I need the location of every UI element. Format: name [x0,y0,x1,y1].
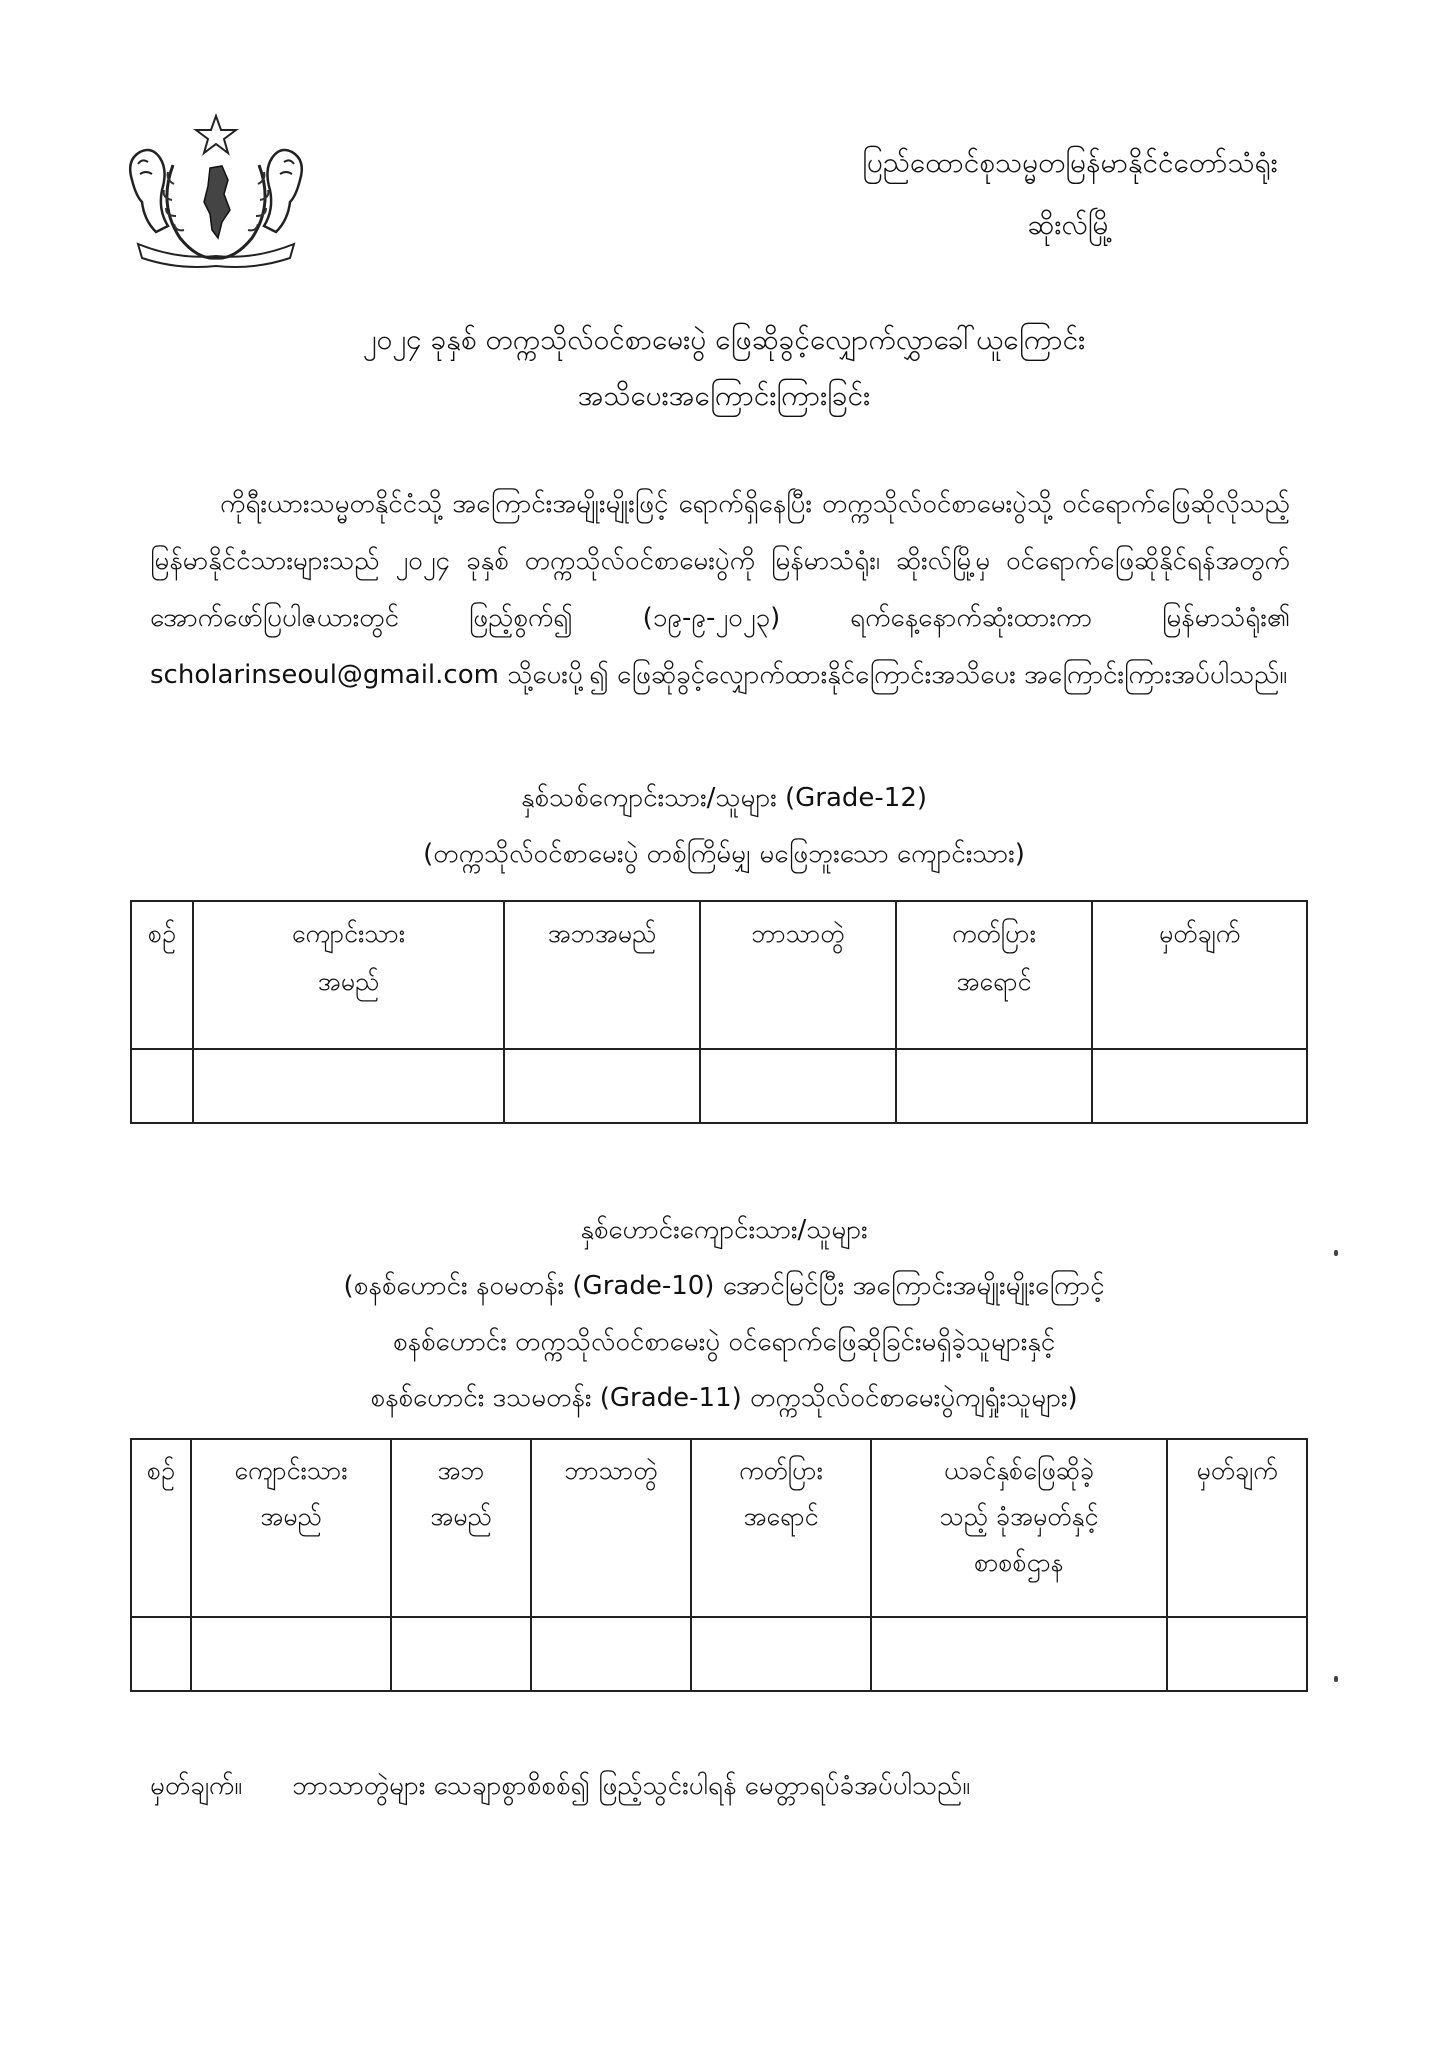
table-cell[interactable] [131,1617,191,1691]
title-line-2: အသိပေးအကြောင်းကြားခြင်း [577,379,871,412]
column-header-line: ဘာသာတွဲ [751,919,845,948]
old-students-table [130,1438,1308,1692]
section-2-sub-line-3: စနစ်ဟောင်း ဒသမတန်း (Grade-11) တက္ကသိုလ်ဝင်စာမေးပွဲကျရှုံးသူများ) [370,1383,1078,1413]
scan-speck [1334,1250,1338,1256]
table-cell[interactable] [691,1617,871,1691]
section-1-heading: နှစ်သစ်ကျောင်းသား/သူများ (Grade-12) [520,783,928,813]
table-cell[interactable] [193,1049,504,1123]
column-header-line: ကတ်ပြား [739,1456,823,1485]
table-2-col-header [1167,1439,1307,1617]
table-cell[interactable] [1167,1617,1307,1691]
footnote-label: မှတ်ချက်။ [150,1771,243,1801]
emblem-icon [118,110,314,270]
footnote [150,1758,1298,1814]
column-header-line: ဘာသာတွဲ [564,1456,658,1485]
embassy-city: ဆိုးလ်မြို့ [1027,208,1113,241]
body-paragraph [150,476,1290,704]
embassy-name: ပြည်ထောင်စုသမ္မတမြန်မာနိုင်ငံတော်သံရုံး [862,146,1278,179]
table-2-col-header [691,1439,871,1617]
table-cell[interactable] [871,1617,1167,1691]
table-cell[interactable] [131,1049,193,1123]
notice-title [150,312,1298,424]
table-row [131,1049,1307,1123]
column-header-line: အမည် [260,1502,322,1531]
table-cell[interactable] [531,1617,691,1691]
table-cell[interactable] [896,1049,1092,1123]
table-cell[interactable] [1092,1049,1307,1123]
table-1-header-row [131,901,1307,1049]
column-header-line: စဉ် [148,919,176,948]
state-emblem [118,110,314,270]
column-header-line: အရောင် [956,967,1032,996]
column-header-line: ယခင်နှစ်ဖြေဆိုခဲ့ [944,1456,1094,1485]
scan-speck [1334,1676,1338,1682]
column-header-line: ကတ်ပြား [952,919,1036,948]
column-header-line: အမည် [317,967,380,996]
table-2-col-header [871,1439,1167,1617]
embassy-header [790,132,1350,256]
title-line-1: ၂၀၂၄ ခုနှစ် တက္ကသိုလ်ဝင်စာမေးပွဲ ဖြေဆိုခွင့်လျှောက်လွှာခေါ်ယူကြောင်း [362,323,1086,356]
table-cell[interactable] [191,1617,391,1691]
paragraph-text: ကိုရီးယားသမ္မတနိုင်ငံသို့ အကြောင်းအမျိုးမျိုးဖြင့် ရောက်ရှိနေပြီး တက္ကသိုလ်ဝင်စာမေးပွဲသို့ ဝင်ရောက်ဖြေဆိုလိုသည့် မြန်မာနိုင်ငံသားများသည် ၂၀၂၄ ခုနှစ် တက္ကသိုလ်ဝင်စာမေးပွဲကို မြန်မာသံရုံး၊ ဆိုးလ်မြို့မှ ဝင်ရောက်ဖြေဆိုနိုင်ရန်အတွက် အောက်ဖော်ပြပါဇယားတွင် ဖြည့်စွက်၍ (၁၉-၉-၂၀၂၃) ရက်နေ့နောက်ဆုံးထားကာ မြန်မာသံရုံး၏ scholarinseoul@gmail.com သို့ပေးပို့၍ ဖြေဆိုခွင့်လျှောက်ထားနိုင်ကြောင်းအသိပေး အကြောင်းကြားအပ်ပါသည်။ [150,489,1290,690]
new-students-table [130,900,1308,1124]
column-header-line: သည့် ခုံအမှတ်နှင့် [939,1502,1099,1531]
column-header-line: မှတ်ချက် [1158,919,1241,948]
column-header-line: စဉ် [147,1456,175,1485]
section-2-sub-line-2: စနစ်ဟောင်း တက္ကသိုလ်ဝင်စာမေးပွဲ ဝင်ရောက်ဖြေဆိုခြင်းမရှိခဲ့သူများနှင့် [392,1327,1056,1357]
table-1-col-header [131,901,193,1049]
section-2-heading: နှစ်ဟောင်းကျောင်းသား/သူများ [580,1215,868,1245]
table-1-col-header [193,901,504,1049]
column-header-line: စာစစ်ဌာန [974,1548,1064,1577]
section-2-sub-line-1: (စနစ်ဟောင်း နဝမတန်း (Grade-10) အောင်မြင်ပြီး အကြောင်းအမျိုးမျိုးကြောင့် [343,1271,1105,1301]
column-header-line: အဘ [437,1456,485,1485]
table-1-col-header [700,901,896,1049]
section-1-subheading: (တက္ကသိုလ်ဝင်စာမေးပွဲ တစ်ကြိမ်မျှ မဖြေဘူးသော ကျောင်းသား) [423,839,1025,869]
table-2-col-header [531,1439,691,1617]
column-header-line: မှတ်ချက် [1196,1456,1278,1485]
section-new-students [150,770,1298,882]
table-1-col-header [896,901,1092,1049]
table-1-col-header [1092,901,1307,1049]
column-header-line: ကျောင်းသား [291,919,406,948]
table-cell[interactable] [391,1617,531,1691]
table-2-col-header [131,1439,191,1617]
column-header-line: အဘအမည် [547,919,657,948]
table-1-col-header [504,901,700,1049]
table-cell[interactable] [504,1049,700,1123]
column-header-line: ကျောင်းသား [234,1456,348,1485]
table-2-col-header [191,1439,391,1617]
footnote-text: ဘာသာတွဲများ သေချာစွာစိစစ်၍ ဖြည့်သွင်းပါရန် မေတ္တာရပ်ခံအပ်ပါသည်။ [292,1771,971,1801]
table-2-col-header [391,1439,531,1617]
column-header-line: အမည် [430,1502,492,1531]
section-old-students [150,1202,1298,1426]
table-2-header-row [131,1439,1307,1617]
table-row [131,1617,1307,1691]
table-cell[interactable] [700,1049,896,1123]
column-header-line: အရောင် [743,1502,819,1531]
